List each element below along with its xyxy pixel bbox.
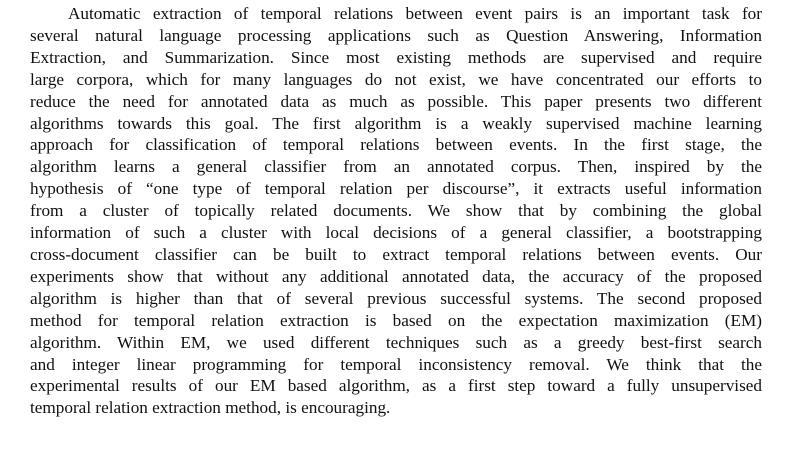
text-line: information of such a cluster with local decisions of a general classifier, a bootstrapping — [30, 223, 762, 243]
abstract-paragraph — [30, 3, 762, 419]
text-line: cross-document classifier can be built to extract temporal relations between events. Our — [30, 244, 762, 264]
text-line: method for temporal relation extraction is based on the expectation maximization (EM) — [30, 310, 762, 330]
text-line: and integer linear programming for temporal inconsistency removal. We think that the — [30, 354, 762, 374]
text-line: experimental results of our EM based algorithm, as a first step toward a fully unsupervised — [30, 376, 762, 396]
text-line: from a cluster of topically related documents. We show that by combining the global — [30, 201, 762, 221]
text-line: hypothesis of “one type of temporal relation per discourse”, it extracts useful information — [30, 179, 762, 199]
text-line: approach for classification of temporal relations between events. In the first stage, the — [30, 135, 762, 155]
text-line: Extraction, and Summarization. Since most existing methods are supervised and require — [30, 47, 762, 67]
text-line: large corpora, which for many languages do not exist, we have concentrated our efforts to — [30, 69, 762, 89]
text-line: algorithm. Within EM, we used different techniques such as a greedy best-first search — [30, 332, 762, 352]
text-line: algorithm is higher than that of several previous successful systems. The second proposed — [30, 288, 762, 308]
text-line: Automatic extraction of temporal relations between event pairs is an important task for — [68, 4, 762, 23]
text-line: temporal relation extraction method, is encouraging. — [30, 398, 391, 418]
text-line: reduce the need for annotated data as much as possible. This paper presents two different — [30, 91, 762, 111]
text-line: experiments show that without any additional annotated data, the accuracy of the proposed — [30, 266, 762, 286]
text-line: algorithm learns a general classifier from an annotated corpus. Then, inspired by the — [30, 157, 762, 177]
text-line: several natural language processing applications such as Question Answering, Information — [30, 25, 762, 45]
text-line: algorithms towards this goal. The first algorithm is a weakly supervised machine learning — [30, 113, 762, 133]
